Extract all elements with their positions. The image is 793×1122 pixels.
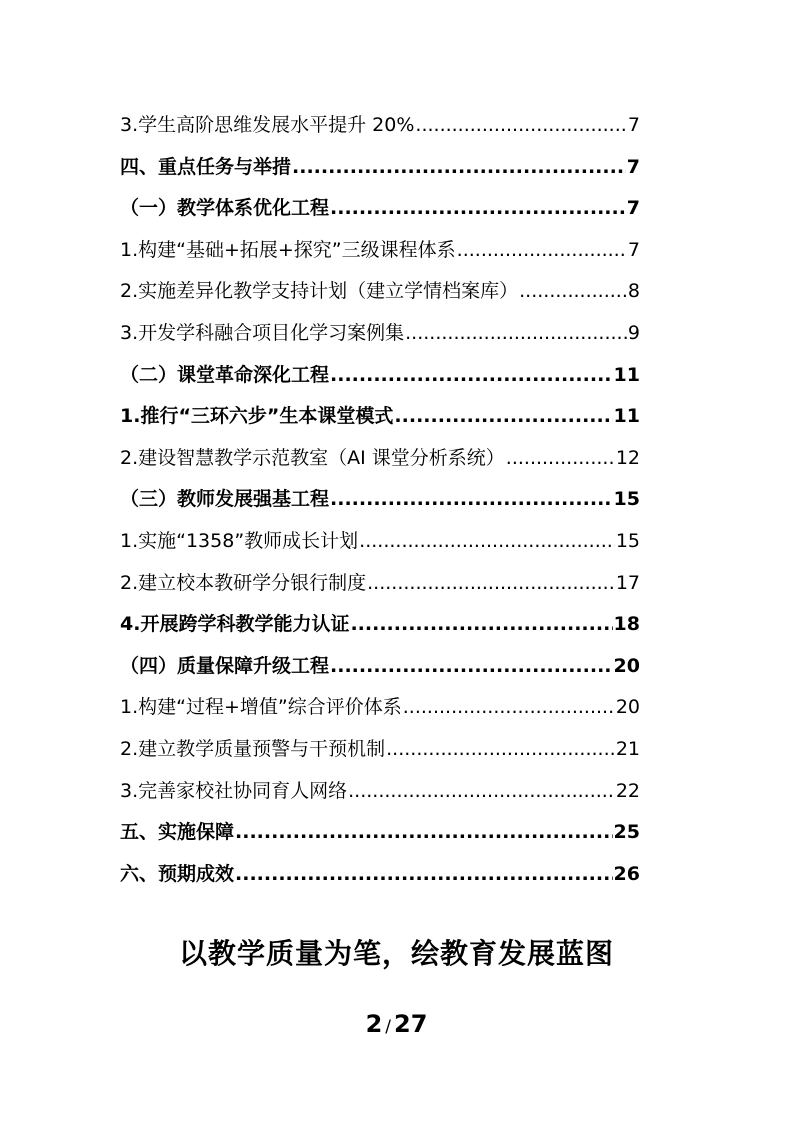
toc-entry-label: （二）课堂革命深化工程 [120,363,330,386]
toc-entry[interactable] [120,604,640,646]
toc-entry[interactable] [120,438,640,480]
toc-entry[interactable] [120,729,640,771]
toc-entry[interactable] [120,687,640,729]
page-number-total: 27 [394,1010,428,1038]
toc-entry-page: 9 [627,321,640,344]
toc-entry[interactable] [120,646,640,688]
toc-entry-label: （三）教师发展强基工程 [120,488,330,511]
toc-dot-leader [350,604,612,646]
toc-entry[interactable] [120,105,640,147]
toc-entry-page: 15 [615,529,640,552]
toc-dot-leader [330,646,613,688]
page-number-separator: / [385,1017,392,1037]
toc-dot-leader [519,271,627,313]
toc-entry[interactable] [120,854,640,896]
toc-entry[interactable] [120,812,640,854]
toc-entry-page: 25 [613,821,640,844]
toc-entry-label: 2.建立教学质量预警与干预机制 [120,737,386,760]
toc-entry-label: 3.开发学科融合项目化学习案例集 [120,321,405,344]
toc-dot-leader [235,812,613,854]
page-number-current: 2 [365,1010,383,1038]
toc-entry-page: 7 [626,197,640,220]
toc-dot-leader [292,147,626,189]
toc-entry-label: （一）教学体系优化工程 [120,197,330,220]
toc-entry[interactable] [120,230,640,272]
toc-entry[interactable] [120,188,640,230]
toc-entry[interactable] [120,479,640,521]
toc-entry-label: （四）质量保障升级工程 [120,654,330,677]
toc-entry-label: 2.建立校本教研学分银行制度 [120,571,367,594]
toc-entry-page: 7 [627,238,640,261]
toc-entry-page: 11 [613,363,640,386]
toc-dot-leader [330,188,626,230]
toc-entry-label: 六、预期成效 [120,862,235,885]
toc-entry-label: 4.开展跨学科教学能力认证 [120,613,350,636]
toc-dot-leader [386,729,615,771]
table-of-contents [120,105,640,895]
toc-entry[interactable] [120,521,640,563]
toc-entry[interactable] [120,771,640,813]
toc-dot-leader [403,687,615,729]
toc-dot-leader [359,521,615,563]
toc-entry-label: 1.构建“基础+拓展+探究”三级课程体系 [120,238,456,261]
toc-entry-page: 7 [626,155,640,178]
toc-entry-page: 15 [613,488,640,511]
toc-dot-leader [506,438,615,480]
toc-entry-page: 22 [615,779,640,802]
toc-entry-page: 21 [615,737,640,760]
toc-dot-leader [235,854,613,896]
toc-entry-label: 四、重点任务与举措 [120,155,292,178]
toc-entry[interactable] [120,313,640,355]
page-number [0,1010,793,1038]
toc-entry-page: 17 [615,571,640,594]
document-heading: 以教学质量为笔，绘教育发展蓝图 [178,937,614,970]
toc-dot-leader [394,396,612,438]
toc-entry[interactable] [120,396,640,438]
toc-entry[interactable] [120,355,640,397]
toc-entry-page: 8 [627,280,640,303]
toc-entry-label: 1.推行“三环六步”生本课堂模式 [120,405,394,428]
toc-entry-label: 2.建设智慧教学示范教室（AI 课堂分析系统） [120,446,505,469]
toc-entry-page: 11 [613,405,640,428]
toc-dot-leader [457,230,627,272]
toc-entry[interactable] [120,147,640,189]
toc-entry[interactable] [120,563,640,605]
toc-entry-page: 20 [613,654,640,677]
toc-dot-leader [415,105,627,147]
toc-entry[interactable] [120,271,640,313]
toc-entry-page: 20 [615,696,640,719]
toc-entry-label: 1.构建“过程+增值”综合评价体系 [120,696,402,719]
toc-dot-leader [330,355,613,397]
toc-entry-page: 12 [615,446,640,469]
toc-dot-leader [348,771,615,813]
toc-entry-page: 18 [613,613,640,636]
toc-entry-label: 五、实施保障 [120,821,235,844]
toc-entry-label: 3.完善家校社协同育人网络 [120,779,348,802]
toc-entry-label: 1.实施“1358”教师成长计划 [120,529,359,552]
toc-entry-page: 26 [613,862,640,885]
toc-entry-label: 3.学生高阶思维发展水平提升 20% [120,114,415,136]
toc-dot-leader [405,313,627,355]
toc-entry-label: 2.实施差异化教学支持计划（建立学情档案库） [120,280,519,303]
toc-dot-leader [330,479,613,521]
toc-dot-leader [367,563,615,605]
toc-entry-page: 7 [627,114,640,136]
